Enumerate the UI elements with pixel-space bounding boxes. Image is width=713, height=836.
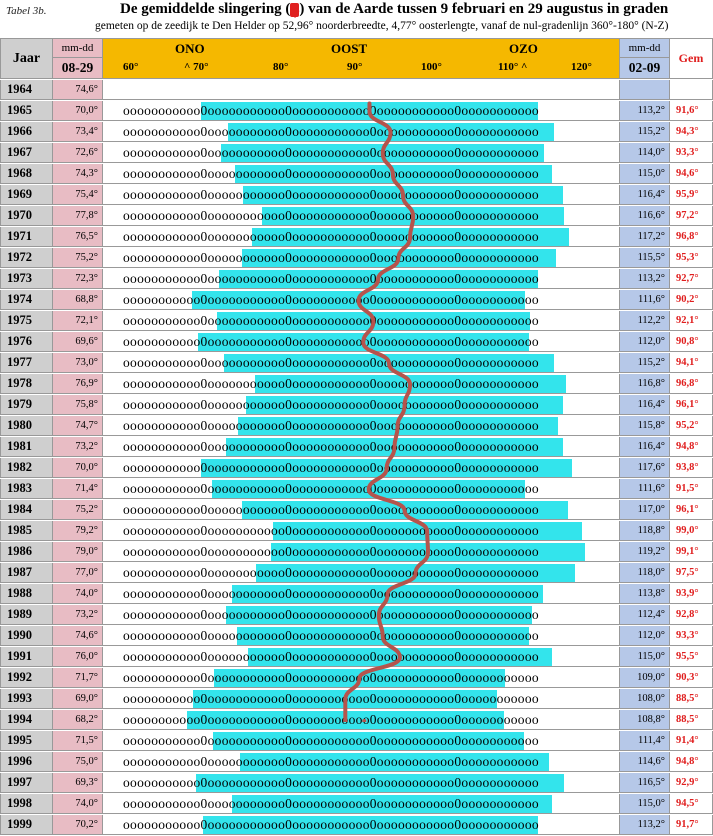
table-row: [0, 500, 713, 521]
year-cell: 1972: [0, 248, 53, 268]
swing-strip: [103, 563, 620, 583]
aug-value-cell: 74,6°: [53, 626, 103, 646]
swing-strip: [103, 164, 620, 184]
aug-value-cell: 71,4°: [53, 479, 103, 499]
average-cell: 96,1°: [670, 500, 713, 520]
aug-value-cell: 69,6°: [53, 332, 103, 352]
aug-value-cell: 72,3°: [53, 269, 103, 289]
average-cell: 90,8°: [670, 332, 713, 352]
degree-scale-marks: ooooooooooo0ooooooooooo0ooooooooooo0ooooooooooo0ooooooooooo: [123, 418, 539, 433]
year-cell: 1983: [0, 479, 53, 499]
aug-value-cell: 71,7°: [53, 668, 103, 688]
year-cell: 1997: [0, 773, 53, 793]
year-cell: 1970: [0, 206, 53, 226]
table-row: [0, 710, 713, 731]
average-cell: 94,5°: [670, 794, 713, 814]
swing-strip: [103, 521, 620, 541]
degree-scale-marks: ooooooooooo0ooooooooooo0ooooooooooo0ooooooooooo0ooooooooooo: [123, 565, 539, 580]
year-cell: 1967: [0, 143, 53, 163]
average-cell: 95,9°: [670, 185, 713, 205]
average-cell: 95,2°: [670, 416, 713, 436]
feb-value-cell: 119,2°: [620, 542, 670, 562]
aug-value-cell: 74,0°: [53, 584, 103, 604]
feb-value-cell: 115,8°: [620, 416, 670, 436]
table-row: [0, 689, 713, 710]
tick-label: 120°: [571, 61, 592, 73]
table-row: [0, 647, 713, 668]
table-row: [0, 605, 713, 626]
page-subtitle: gemeten op de zeedijk te Den Helder op 52,96° noorderbreedte, 4,77° oosterlengte, vanaf de nul-gradenlijn 360°-180° (N-Z): [95, 20, 669, 32]
average-cell: 92,9°: [670, 773, 713, 793]
feb-value-cell: 116,4°: [620, 395, 670, 415]
feb-value-cell: 115,0°: [620, 794, 670, 814]
degree-scale-marks: ooooooooooo0ooooooooooo0ooooooooooo0ooooooooooo0ooooooooooo: [123, 229, 539, 244]
swing-strip: [103, 668, 620, 688]
direction-label-oost: OOST: [331, 41, 368, 56]
aug-value-cell: 70,0°: [53, 458, 103, 478]
degree-scale-marks: ooooooooooo0ooooooooooo0ooooooooooo0ooooooooooo0ooooooooooo: [123, 754, 539, 769]
table-row: [0, 185, 713, 206]
degree-scale-marks: ooooooooooo0ooooooooooo0ooooooooooo0ooooooooooo0ooooooooooo: [123, 733, 539, 748]
aug-value-cell: 75,2°: [53, 500, 103, 520]
feb-value-cell: 108,0°: [620, 689, 670, 709]
aug-value-cell: 79,0°: [53, 542, 103, 562]
table-row: [0, 542, 713, 563]
feb-value-cell: 118,8°: [620, 521, 670, 541]
feb-value-cell: 115,0°: [620, 647, 670, 667]
average-cell: 93,3°: [670, 143, 713, 163]
degree-scale-marks: ooooooooooo0ooooooooooo0ooooooooooo0ooooooooooo0ooooooooooo: [123, 502, 539, 517]
swing-strip: [103, 269, 620, 289]
swing-strip: [103, 143, 620, 163]
swing-strip: [103, 731, 620, 751]
aug-value-cell: 68,2°: [53, 710, 103, 730]
average-cell: 90,2°: [670, 290, 713, 310]
table-row: [0, 815, 713, 836]
table-row: [0, 668, 713, 689]
table-row: [0, 164, 713, 185]
average-cell: 99,0°: [670, 521, 713, 541]
degree-scale-marks: ooooooooooo0ooooooooooo0ooooooooooo0ooooooooooo0ooooooooooo: [123, 607, 539, 622]
table-row: [0, 206, 713, 227]
feb-value-cell: 117,6°: [620, 458, 670, 478]
year-cell: 1964: [0, 80, 53, 100]
aug-value-cell: 76,9°: [53, 374, 103, 394]
swing-strip: [103, 185, 620, 205]
table-row: [0, 479, 713, 500]
degree-scale-marks: ooooooooooo0ooooooooooo0ooooooooooo0ooooooooooo0ooooooooooo: [123, 628, 539, 643]
feb-value-cell: 116,4°: [620, 185, 670, 205]
title-part-1: De gemiddelde slingering (: [120, 1, 291, 17]
header-date-left: 08-29: [53, 58, 103, 79]
table-row: [0, 374, 713, 395]
feb-value-cell: 117,2°: [620, 227, 670, 247]
header-mmdd-left: mm-dd: [53, 38, 103, 58]
table-row: [0, 395, 713, 416]
table-row: [0, 332, 713, 353]
table-row: [0, 416, 713, 437]
year-cell: 1979: [0, 395, 53, 415]
swing-strip: [103, 752, 620, 772]
aug-value-cell: 79,2°: [53, 521, 103, 541]
average-cell: [670, 80, 713, 100]
aug-value-cell: 77,0°: [53, 563, 103, 583]
year-cell: 1965: [0, 101, 53, 121]
year-cell: 1976: [0, 332, 53, 352]
swing-strip: [103, 227, 620, 247]
tick-label: 100°: [421, 61, 442, 73]
tick-label: 60°: [123, 61, 139, 73]
aug-value-cell: 70,0°: [53, 101, 103, 121]
degree-scale-marks: ooooooooooo0ooooooooooo0ooooooooooo0ooooooooooo0ooooooooooo: [123, 271, 539, 286]
year-cell: 1969: [0, 185, 53, 205]
aug-value-cell: 73,0°: [53, 353, 103, 373]
table-row: [0, 731, 713, 752]
aug-value-cell: 68,8°: [53, 290, 103, 310]
average-cell: 93,9°: [670, 584, 713, 604]
feb-value-cell: 111,6°: [620, 479, 670, 499]
tick-label: 80°: [273, 61, 289, 73]
feb-value-cell: 111,6°: [620, 290, 670, 310]
degree-scale-marks: ooooooooooo0ooooooooooo0ooooooooooo0ooooooooooo0ooooooooooo: [123, 355, 539, 370]
year-cell: 1988: [0, 584, 53, 604]
average-cell: 94,8°: [670, 752, 713, 772]
degree-scale-marks: ooooooooooo0ooooooooooo0ooooooooooo0ooooooooooo0ooooooooooo: [123, 544, 539, 559]
feb-value-cell: 116,5°: [620, 773, 670, 793]
swing-strip: [103, 626, 620, 646]
swing-strip: [103, 290, 620, 310]
average-cell: 92,8°: [670, 605, 713, 625]
swing-strip: [103, 395, 620, 415]
year-cell: 1971: [0, 227, 53, 247]
swing-strip: [103, 605, 620, 625]
tick-label: 110° ^: [498, 61, 528, 73]
degree-scale-marks: ooooooooooo0ooooooooooo0ooooooooooo0ooooooooooo0ooooooooooo: [123, 103, 539, 118]
degree-scale-marks: ooooooooooo0ooooooooooo0ooooooooooo0ooooooooooo0ooooooooooo: [123, 292, 539, 307]
aug-value-cell: 74,0°: [53, 794, 103, 814]
degree-scale-marks: ooooooooooo0ooooooooooo0ooooooooooo0ooooooooooo0ooooooooooo: [123, 691, 539, 706]
degree-scale-marks: ooooooooooo0ooooooooooo0ooooooooooo0ooooooooooo0ooooooooooo: [123, 481, 539, 496]
year-cell: 1986: [0, 542, 53, 562]
degree-scale-marks: ooooooooooo0ooooooooooo0ooooooooooo0ooooooooooo0ooooooooooo: [123, 313, 539, 328]
average-cell: 93,8°: [670, 458, 713, 478]
aug-value-cell: 72,1°: [53, 311, 103, 331]
average-cell: 95,5°: [670, 647, 713, 667]
table-row: [0, 626, 713, 647]
swing-strip: [103, 794, 620, 814]
table-row: [0, 458, 713, 479]
degree-scale-marks: ooooooooooo0ooooooooooo0ooooooooooo0ooooooooooo0ooooooooooo: [123, 187, 539, 202]
average-cell: 96,1°: [670, 395, 713, 415]
average-cell: 91,4°: [670, 731, 713, 751]
year-cell: 1974: [0, 290, 53, 310]
aug-value-cell: 76,5°: [53, 227, 103, 247]
feb-value-cell: 112,4°: [620, 605, 670, 625]
table-row: [0, 269, 713, 290]
swing-strip: [103, 710, 620, 730]
table-row: [0, 794, 713, 815]
swing-strip: [103, 689, 620, 709]
average-cell: 94,1°: [670, 353, 713, 373]
feb-value-cell: 112,0°: [620, 626, 670, 646]
degree-scale-marks: ooooooooooo0ooooooooooo0ooooooooooo0ooooooooooo0ooooooooooo: [123, 649, 539, 664]
degree-scale-marks: ooooooooooo0ooooooooooo0ooooooooooo0ooooooooooo0ooooooooooo: [123, 334, 539, 349]
degree-scale-marks: ooooooooooo0ooooooooooo0ooooooooooo0ooooooooooo0ooooooooooo: [123, 586, 539, 601]
table-row: [0, 584, 713, 605]
swing-strip: [103, 374, 620, 394]
average-cell: 96,8°: [670, 374, 713, 394]
swing-strip: [103, 584, 620, 604]
header-gem: Gem: [670, 38, 713, 79]
year-cell: 1990: [0, 626, 53, 646]
degree-scale-marks: ooooooooooo0ooooooooooo0ooooooooooo0ooooooooooo0ooooooooooo: [123, 397, 539, 412]
average-cell: 91,6°: [670, 101, 713, 121]
aug-value-cell: 75,4°: [53, 185, 103, 205]
degree-scale-marks: ooooooooooo0ooooooooooo0ooooooooooo0ooooooooooo0ooooooooooo: [123, 796, 539, 811]
table-row: [0, 521, 713, 542]
degree-scale-marks: ooooooooooo0ooooooooooo0ooooooooooo0ooooooooooo0ooooooooooo: [123, 376, 539, 391]
aug-value-cell: 73,2°: [53, 605, 103, 625]
aug-value-cell: 69,0°: [53, 689, 103, 709]
average-cell: 94,3°: [670, 122, 713, 142]
aug-value-cell: 77,8°: [53, 206, 103, 226]
table-row: [0, 563, 713, 584]
aug-value-cell: 76,0°: [53, 647, 103, 667]
aug-value-cell: 70,2°: [53, 815, 103, 835]
year-cell: 1977: [0, 353, 53, 373]
feb-value-cell: [620, 80, 670, 100]
feb-value-cell: 109,0°: [620, 668, 670, 688]
feb-value-cell: 117,0°: [620, 500, 670, 520]
table-row: [0, 227, 713, 248]
swing-strip: [103, 773, 620, 793]
aug-value-cell: 73,2°: [53, 437, 103, 457]
header-degree-band: [103, 38, 620, 79]
feb-value-cell: 113,2°: [620, 269, 670, 289]
year-cell: 1998: [0, 794, 53, 814]
table-row: [0, 80, 713, 101]
page-title: [120, 1, 668, 18]
feb-value-cell: 112,2°: [620, 311, 670, 331]
degree-scale-marks: ooooooooooo0ooooooooooo0ooooooooooo0ooooooooooo0ooooooooooo: [123, 670, 539, 685]
swing-strip: [103, 122, 620, 142]
feb-value-cell: 114,0°: [620, 143, 670, 163]
average-cell: 94,6°: [670, 164, 713, 184]
feb-value-cell: 108,8°: [620, 710, 670, 730]
feb-value-cell: 112,0°: [620, 332, 670, 352]
average-cell: 92,7°: [670, 269, 713, 289]
table-row: [0, 122, 713, 143]
degree-scale-marks: ooooooooooo0ooooooooooo0ooooooooooo0ooooooooooo0ooooooooooo: [123, 208, 539, 223]
swing-strip: [103, 80, 620, 100]
aug-value-cell: 72,6°: [53, 143, 103, 163]
year-cell: 1985: [0, 521, 53, 541]
table-row: [0, 290, 713, 311]
year-cell: 1993: [0, 689, 53, 709]
year-cell: 1987: [0, 563, 53, 583]
swing-strip: [103, 206, 620, 226]
swing-strip: [103, 332, 620, 352]
year-cell: 1999: [0, 815, 53, 835]
year-cell: 1982: [0, 458, 53, 478]
average-cell: 91,7°: [670, 815, 713, 835]
aug-value-cell: 74,6°: [53, 80, 103, 100]
average-cell: 90,3°: [670, 668, 713, 688]
average-cell: 97,5°: [670, 563, 713, 583]
degree-scale-marks: ooooooooooo0ooooooooooo0ooooooooooo0ooooooooooo0ooooooooooo: [123, 439, 539, 454]
average-cell: 88,5°: [670, 689, 713, 709]
year-cell: 1978: [0, 374, 53, 394]
table-row: [0, 752, 713, 773]
table-row: [0, 101, 713, 122]
header-jaar: Jaar: [0, 38, 53, 79]
year-cell: 1995: [0, 731, 53, 751]
average-cell: 91,5°: [670, 479, 713, 499]
aug-value-cell: 75,2°: [53, 248, 103, 268]
tick-label: ^ 70°: [184, 61, 209, 73]
swing-strip: [103, 416, 620, 436]
swing-strip: [103, 500, 620, 520]
table-row: [0, 248, 713, 269]
year-cell: 1989: [0, 605, 53, 625]
aug-value-cell: 75,0°: [53, 752, 103, 772]
feb-value-cell: 115,2°: [620, 353, 670, 373]
average-cell: 96,8°: [670, 227, 713, 247]
feb-value-cell: 116,8°: [620, 374, 670, 394]
direction-label-ono: ONO: [175, 41, 205, 56]
feb-value-cell: 115,2°: [620, 122, 670, 142]
direction-label-ozo: OZO: [509, 41, 538, 56]
table-row: [0, 353, 713, 374]
aug-value-cell: 74,3°: [53, 164, 103, 184]
aug-value-cell: 74,7°: [53, 416, 103, 436]
degree-scale-marks: ooooooooooo0ooooooooooo0ooooooooooo0ooooooooooo0ooooooooooo: [123, 250, 539, 265]
aug-value-cell: 69,3°: [53, 773, 103, 793]
swing-strip: [103, 311, 620, 331]
degree-scale-marks: ooooooooooo0ooooooooooo0ooooooooooo0ooooooooooo0ooooooooooo: [123, 460, 539, 475]
swing-strip: [103, 101, 620, 121]
phi-symbol: φ: [290, 3, 300, 19]
year-cell: 1981: [0, 437, 53, 457]
aug-value-cell: 73,4°: [53, 122, 103, 142]
aug-value-cell: 71,5°: [53, 731, 103, 751]
feb-value-cell: 113,8°: [620, 584, 670, 604]
swing-strip: [103, 542, 620, 562]
swing-strip: [103, 437, 620, 457]
year-cell: 1994: [0, 710, 53, 730]
feb-value-cell: 116,6°: [620, 206, 670, 226]
year-cell: 1975: [0, 311, 53, 331]
average-cell: 93,3°: [670, 626, 713, 646]
feb-value-cell: 116,4°: [620, 437, 670, 457]
table-row: [0, 437, 713, 458]
feb-value-cell: 115,0°: [620, 164, 670, 184]
year-cell: 1991: [0, 647, 53, 667]
average-cell: 88,5°: [670, 710, 713, 730]
degree-scale-marks: ooooooooooo0ooooooooooo0ooooooooooo0ooooooooooo0ooooooooooo: [123, 712, 539, 727]
average-cell: 92,1°: [670, 311, 713, 331]
year-cell: 1966: [0, 122, 53, 142]
feb-value-cell: 114,6°: [620, 752, 670, 772]
year-cell: 1996: [0, 752, 53, 772]
feb-value-cell: 115,5°: [620, 248, 670, 268]
swing-strip: [103, 647, 620, 667]
swing-strip: [103, 248, 620, 268]
year-cell: 1984: [0, 500, 53, 520]
swing-strip: [103, 353, 620, 373]
degree-scale-marks: ooooooooooo0ooooooooooo0ooooooooooo0ooooooooooo0ooooooooooo: [123, 775, 539, 790]
table-row: [0, 773, 713, 794]
year-cell: 1973: [0, 269, 53, 289]
average-cell: 95,3°: [670, 248, 713, 268]
degree-scale-marks: ooooooooooo0ooooooooooo0ooooooooooo0ooooooooooo0ooooooooooo: [123, 817, 539, 832]
swing-strip: [103, 815, 620, 835]
degree-scale-marks: ooooooooooo0ooooooooooo0ooooooooooo0ooooooooooo0ooooooooooo: [123, 166, 539, 181]
table-caption: Tabel 3b.: [6, 5, 47, 17]
average-cell: 99,1°: [670, 542, 713, 562]
title-part-2: ) van de Aarde tussen 9 februari en 29 augustus in graden: [299, 1, 669, 17]
feb-value-cell: 113,2°: [620, 815, 670, 835]
feb-value-cell: 118,0°: [620, 563, 670, 583]
feb-value-cell: 111,4°: [620, 731, 670, 751]
feb-value-cell: 113,2°: [620, 101, 670, 121]
swing-strip: [103, 458, 620, 478]
year-cell: 1968: [0, 164, 53, 184]
swing-strip: [103, 479, 620, 499]
table-row: [0, 311, 713, 332]
year-cell: 1980: [0, 416, 53, 436]
average-cell: 94,8°: [670, 437, 713, 457]
tick-label: 90°: [347, 61, 363, 73]
header-mmdd-right: mm-dd: [620, 38, 670, 58]
degree-scale-marks: ooooooooooo0ooooooooooo0ooooooooooo0ooooooooooo0ooooooooooo: [123, 145, 539, 160]
header-date-right: 02-09: [620, 58, 670, 79]
degree-scale-marks: ooooooooooo0ooooooooooo0ooooooooooo0ooooooooooo0ooooooooooo: [123, 124, 539, 139]
year-cell: 1992: [0, 668, 53, 688]
table-row: [0, 143, 713, 164]
average-cell: 97,2°: [670, 206, 713, 226]
degree-scale-marks: ooooooooooo0ooooooooooo0ooooooooooo0ooooooooooo0ooooooooooo: [123, 523, 539, 538]
aug-value-cell: 75,8°: [53, 395, 103, 415]
